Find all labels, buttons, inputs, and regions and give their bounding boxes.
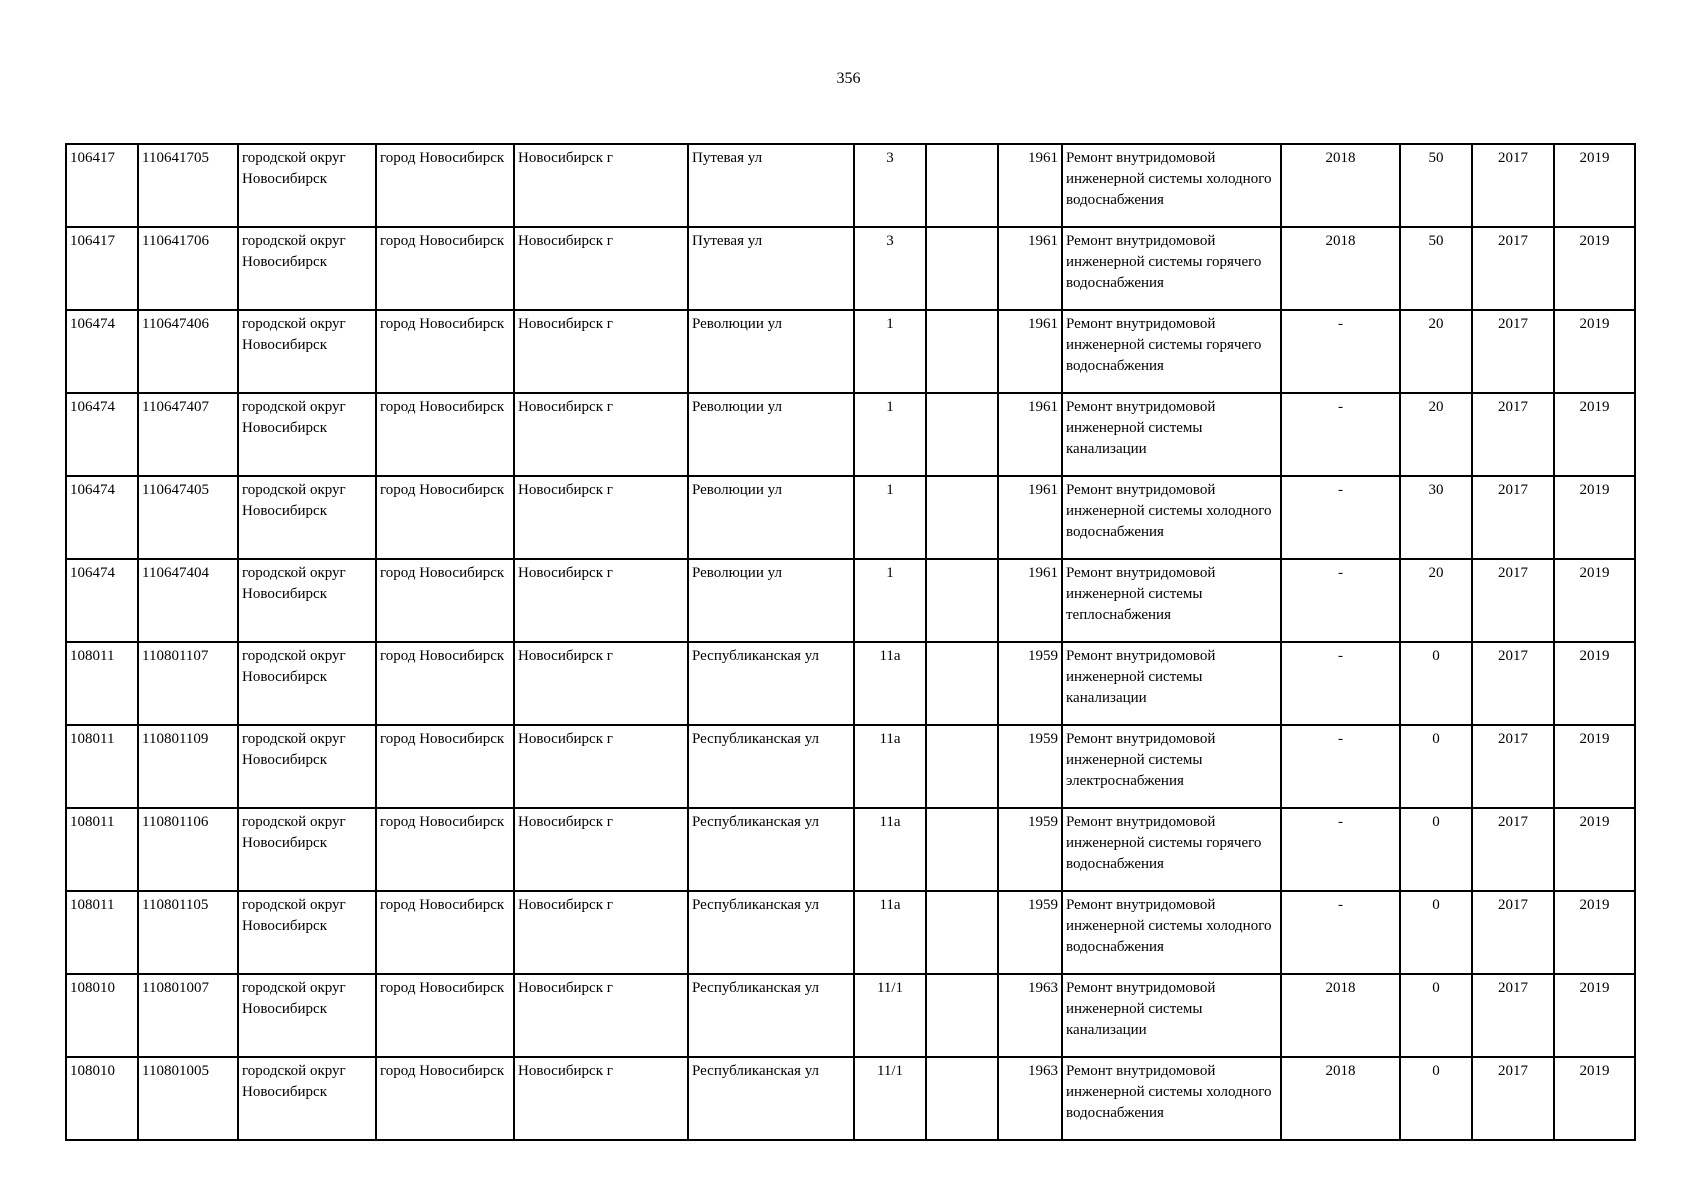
year-built-cell: 1959 <box>998 891 1062 974</box>
table-row <box>66 808 1635 891</box>
table-body <box>66 144 1635 1140</box>
year-built-cell: 1961 <box>998 310 1062 393</box>
table-row <box>66 974 1635 1057</box>
table-row <box>66 476 1635 559</box>
settlement-cell: город Новосибирск <box>376 227 514 310</box>
year-previous-cell: - <box>1281 808 1400 891</box>
work-type-cell: Ремонт внутридомовой инженерной системы холодного водоснабжения <box>1062 476 1281 559</box>
empty-cell <box>926 144 998 227</box>
street-cell: Республиканская ул <box>688 725 854 808</box>
work-type-cell: Ремонт внутридомовой инженерной системы теплоснабжения <box>1062 559 1281 642</box>
street-cell: Республиканская ул <box>688 974 854 1057</box>
settlement-cell: город Новосибирск <box>376 310 514 393</box>
work-type-cell: Ремонт внутридомовой инженерной системы канализации <box>1062 974 1281 1057</box>
settlement-cell: город Новосибирск <box>376 393 514 476</box>
settlement-cell: город Новосибирск <box>376 144 514 227</box>
year-from-cell: 2017 <box>1472 476 1554 559</box>
house-number-cell: 11а <box>854 808 926 891</box>
year-built-cell: 1961 <box>998 559 1062 642</box>
table-row <box>66 1057 1635 1140</box>
percent-cell: 30 <box>1400 476 1472 559</box>
year-to-cell: 2019 <box>1554 310 1635 393</box>
year-from-cell: 2017 <box>1472 974 1554 1057</box>
percent-cell: 20 <box>1400 393 1472 476</box>
record-id-cell: 106474 <box>66 310 138 393</box>
percent-cell: 50 <box>1400 144 1472 227</box>
street-cell: Революции ул <box>688 476 854 559</box>
year-built-cell: 1959 <box>998 808 1062 891</box>
year-from-cell: 2017 <box>1472 891 1554 974</box>
percent-cell: 0 <box>1400 808 1472 891</box>
empty-cell <box>926 642 998 725</box>
settlement-cell: город Новосибирск <box>376 1057 514 1140</box>
work-code-cell: 110801105 <box>138 891 238 974</box>
work-code-cell: 110647405 <box>138 476 238 559</box>
year-previous-cell: - <box>1281 891 1400 974</box>
percent-cell: 20 <box>1400 559 1472 642</box>
locality-cell: Новосибирск г <box>514 476 688 559</box>
municipality-cell: городской округ Новосибирск <box>238 310 376 393</box>
house-number-cell: 1 <box>854 310 926 393</box>
year-built-cell: 1961 <box>998 144 1062 227</box>
year-to-cell: 2019 <box>1554 891 1635 974</box>
registry-table <box>65 143 1636 1141</box>
empty-cell <box>926 476 998 559</box>
municipality-cell: городской округ Новосибирск <box>238 808 376 891</box>
page-number: 356 <box>836 70 861 87</box>
record-id-cell: 106474 <box>66 476 138 559</box>
work-code-cell: 110801109 <box>138 725 238 808</box>
empty-cell <box>926 1057 998 1140</box>
street-cell: Путевая ул <box>688 144 854 227</box>
record-id-cell: 108011 <box>66 891 138 974</box>
street-cell: Путевая ул <box>688 227 854 310</box>
percent-cell: 0 <box>1400 1057 1472 1140</box>
percent-cell: 20 <box>1400 310 1472 393</box>
street-cell: Революции ул <box>688 310 854 393</box>
year-previous-cell: - <box>1281 642 1400 725</box>
table-row <box>66 393 1635 476</box>
table-row <box>66 144 1635 227</box>
year-previous-cell: 2018 <box>1281 144 1400 227</box>
work-type-cell: Ремонт внутридомовой инженерной системы холодного водоснабжения <box>1062 144 1281 227</box>
house-number-cell: 3 <box>854 227 926 310</box>
settlement-cell: город Новосибирск <box>376 891 514 974</box>
locality-cell: Новосибирск г <box>514 891 688 974</box>
house-number-cell: 1 <box>854 559 926 642</box>
work-type-cell: Ремонт внутридомовой инженерной системы холодного водоснабжения <box>1062 1057 1281 1140</box>
empty-cell <box>926 808 998 891</box>
table-row <box>66 891 1635 974</box>
work-code-cell: 110641705 <box>138 144 238 227</box>
record-id-cell: 106417 <box>66 227 138 310</box>
work-type-cell: Ремонт внутридомовой инженерной системы электроснабжения <box>1062 725 1281 808</box>
locality-cell: Новосибирск г <box>514 1057 688 1140</box>
year-from-cell: 2017 <box>1472 144 1554 227</box>
locality-cell: Новосибирск г <box>514 974 688 1057</box>
municipality-cell: городской округ Новосибирск <box>238 144 376 227</box>
municipality-cell: городской округ Новосибирск <box>238 393 376 476</box>
empty-cell <box>926 974 998 1057</box>
work-type-cell: Ремонт внутридомовой инженерной системы горячего водоснабжения <box>1062 808 1281 891</box>
street-cell: Революции ул <box>688 559 854 642</box>
percent-cell: 0 <box>1400 642 1472 725</box>
settlement-cell: город Новосибирск <box>376 974 514 1057</box>
work-code-cell: 110801005 <box>138 1057 238 1140</box>
empty-cell <box>926 227 998 310</box>
settlement-cell: город Новосибирск <box>376 725 514 808</box>
municipality-cell: городской округ Новосибирск <box>238 559 376 642</box>
work-type-cell: Ремонт внутридомовой инженерной системы канализации <box>1062 393 1281 476</box>
work-type-cell: Ремонт внутридомовой инженерной системы канализации <box>1062 642 1281 725</box>
locality-cell: Новосибирск г <box>514 642 688 725</box>
year-to-cell: 2019 <box>1554 642 1635 725</box>
percent-cell: 50 <box>1400 227 1472 310</box>
municipality-cell: городской округ Новосибирск <box>238 974 376 1057</box>
locality-cell: Новосибирск г <box>514 393 688 476</box>
year-to-cell: 2019 <box>1554 144 1635 227</box>
house-number-cell: 11а <box>854 642 926 725</box>
empty-cell <box>926 559 998 642</box>
settlement-cell: город Новосибирск <box>376 642 514 725</box>
settlement-cell: город Новосибирск <box>376 808 514 891</box>
house-number-cell: 11/1 <box>854 974 926 1057</box>
year-previous-cell: - <box>1281 725 1400 808</box>
year-to-cell: 2019 <box>1554 227 1635 310</box>
table-row <box>66 642 1635 725</box>
municipality-cell: городской округ Новосибирск <box>238 476 376 559</box>
house-number-cell: 11а <box>854 725 926 808</box>
empty-cell <box>926 891 998 974</box>
year-built-cell: 1959 <box>998 642 1062 725</box>
record-id-cell: 106417 <box>66 144 138 227</box>
work-code-cell: 110647404 <box>138 559 238 642</box>
year-from-cell: 2017 <box>1472 1057 1554 1140</box>
year-to-cell: 2019 <box>1554 476 1635 559</box>
table-row <box>66 310 1635 393</box>
locality-cell: Новосибирск г <box>514 559 688 642</box>
table-row <box>66 725 1635 808</box>
year-built-cell: 1963 <box>998 1057 1062 1140</box>
street-cell: Революции ул <box>688 393 854 476</box>
house-number-cell: 11/1 <box>854 1057 926 1140</box>
empty-cell <box>926 393 998 476</box>
year-previous-cell: 2018 <box>1281 1057 1400 1140</box>
record-id-cell: 108011 <box>66 808 138 891</box>
settlement-cell: город Новосибирск <box>376 476 514 559</box>
settlement-cell: город Новосибирск <box>376 559 514 642</box>
year-previous-cell: - <box>1281 310 1400 393</box>
work-type-cell: Ремонт внутридомовой инженерной системы горячего водоснабжения <box>1062 227 1281 310</box>
locality-cell: Новосибирск г <box>514 808 688 891</box>
year-to-cell: 2019 <box>1554 725 1635 808</box>
year-from-cell: 2017 <box>1472 642 1554 725</box>
year-from-cell: 2017 <box>1472 310 1554 393</box>
locality-cell: Новосибирск г <box>514 725 688 808</box>
percent-cell: 0 <box>1400 891 1472 974</box>
street-cell: Республиканская ул <box>688 1057 854 1140</box>
work-code-cell: 110647406 <box>138 310 238 393</box>
empty-cell <box>926 725 998 808</box>
year-from-cell: 2017 <box>1472 393 1554 476</box>
street-cell: Республиканская ул <box>688 808 854 891</box>
year-built-cell: 1961 <box>998 227 1062 310</box>
house-number-cell: 3 <box>854 144 926 227</box>
year-to-cell: 2019 <box>1554 393 1635 476</box>
year-from-cell: 2017 <box>1472 227 1554 310</box>
record-id-cell: 108011 <box>66 642 138 725</box>
year-to-cell: 2019 <box>1554 974 1635 1057</box>
percent-cell: 0 <box>1400 974 1472 1057</box>
empty-cell <box>926 310 998 393</box>
record-id-cell: 106474 <box>66 393 138 476</box>
work-code-cell: 110647407 <box>138 393 238 476</box>
year-from-cell: 2017 <box>1472 725 1554 808</box>
work-code-cell: 110801107 <box>138 642 238 725</box>
year-built-cell: 1961 <box>998 476 1062 559</box>
municipality-cell: городской округ Новосибирск <box>238 642 376 725</box>
percent-cell: 0 <box>1400 725 1472 808</box>
municipality-cell: городской округ Новосибирск <box>238 1057 376 1140</box>
municipality-cell: городской округ Новосибирск <box>238 227 376 310</box>
locality-cell: Новосибирск г <box>514 310 688 393</box>
table-row <box>66 227 1635 310</box>
work-type-cell: Ремонт внутридомовой инженерной системы горячего водоснабжения <box>1062 310 1281 393</box>
street-cell: Республиканская ул <box>688 891 854 974</box>
year-to-cell: 2019 <box>1554 1057 1635 1140</box>
locality-cell: Новосибирск г <box>514 144 688 227</box>
year-built-cell: 1961 <box>998 393 1062 476</box>
record-id-cell: 106474 <box>66 559 138 642</box>
year-built-cell: 1959 <box>998 725 1062 808</box>
street-cell: Республиканская ул <box>688 642 854 725</box>
year-previous-cell: 2018 <box>1281 227 1400 310</box>
year-to-cell: 2019 <box>1554 808 1635 891</box>
record-id-cell: 108010 <box>66 974 138 1057</box>
municipality-cell: городской округ Новосибирск <box>238 725 376 808</box>
work-code-cell: 110801007 <box>138 974 238 1057</box>
house-number-cell: 11а <box>854 891 926 974</box>
house-number-cell: 1 <box>854 393 926 476</box>
year-previous-cell: - <box>1281 559 1400 642</box>
locality-cell: Новосибирск г <box>514 227 688 310</box>
table-row <box>66 559 1635 642</box>
record-id-cell: 108011 <box>66 725 138 808</box>
record-id-cell: 108010 <box>66 1057 138 1140</box>
municipality-cell: городской округ Новосибирск <box>238 891 376 974</box>
year-from-cell: 2017 <box>1472 808 1554 891</box>
work-code-cell: 110641706 <box>138 227 238 310</box>
year-to-cell: 2019 <box>1554 559 1635 642</box>
work-code-cell: 110801106 <box>138 808 238 891</box>
year-previous-cell: - <box>1281 393 1400 476</box>
year-from-cell: 2017 <box>1472 559 1554 642</box>
year-previous-cell: 2018 <box>1281 974 1400 1057</box>
work-type-cell: Ремонт внутридомовой инженерной системы холодного водоснабжения <box>1062 891 1281 974</box>
house-number-cell: 1 <box>854 476 926 559</box>
year-previous-cell: - <box>1281 476 1400 559</box>
year-built-cell: 1963 <box>998 974 1062 1057</box>
